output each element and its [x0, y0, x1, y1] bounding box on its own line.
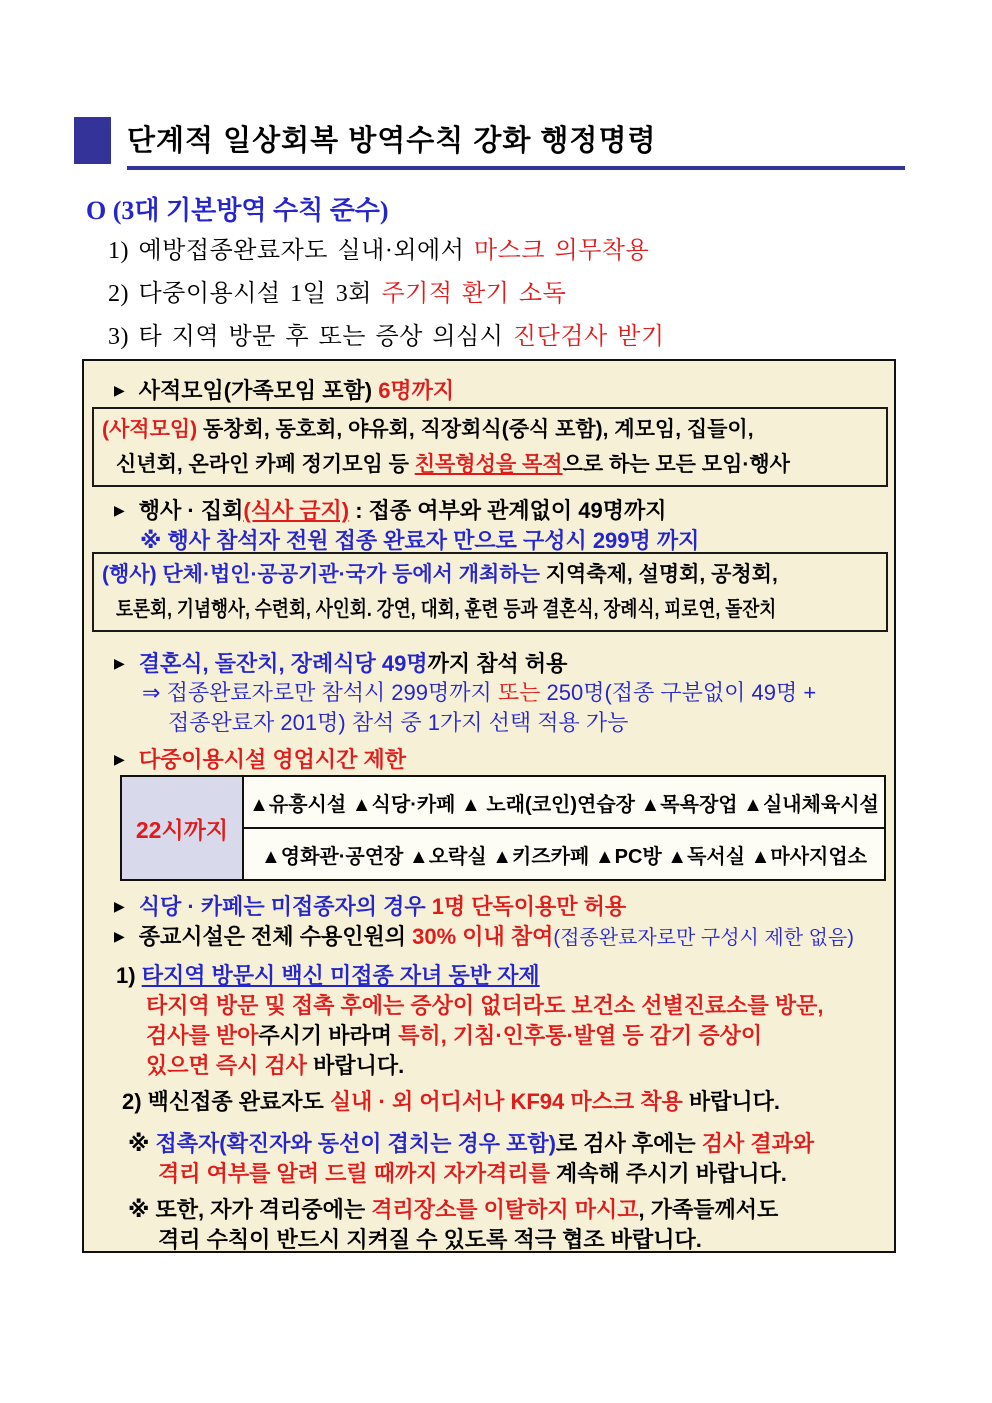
advice-2-line: 2) 백신접종 완료자도 실내 · 외 어디서나 KF94 마스크 착용 바랍니다. — [122, 1089, 780, 1114]
triangle-bullet-icon: ▶ — [114, 898, 125, 914]
section-heading: O (3대 기본방역 수칙 준수) — [86, 196, 389, 225]
triangle-bullet-icon: ▶ — [114, 382, 125, 398]
time-limit-cell: 22시까지 — [122, 777, 244, 879]
detail-line: (행사) 단체·법인·공공기관·국가 등에서 개최하는 지역축제, 설명회, 공청회, — [102, 563, 778, 586]
detail-line: 토론회, 기념행사, 수련회, 사인회. 강연, 대회, 훈련 등과 결혼식, 장례식, 피로연, 돌잔치 — [116, 598, 777, 621]
rule-number: 3) — [108, 324, 129, 350]
detail-line: (사적모임) 동창회, 동호회, 야유회, 직장회식(중식 포함), 계모임, 집들이, — [102, 418, 754, 441]
facility-row-1: ▲유흥시설 ▲식당·카페 ▲ 노래(코인)연습장 ▲목욕장업 ▲실내체육시설 — [249, 793, 879, 816]
note-1-line-1: ※ 접촉자(확진자와 동선이 겹치는 경우 포함)로 검사 후에는 검사 결과와 — [128, 1131, 815, 1156]
rule-highlight: 주기적 환기 소독 — [381, 281, 567, 307]
advice-1-line-2: 검사를 받아주시기 바라며 특히, 기침·인후통·발열 등 감기 증상이 — [146, 1023, 763, 1048]
detail-line: 신년회, 온라인 카페 정기모임 등 친목형성을 목적으로 하는 모든 모임·행사 — [116, 453, 790, 476]
advice-number: 2) — [122, 1089, 142, 1114]
bullet-hours: ▶ 다중이용시설 영업시간 제한 — [114, 747, 407, 772]
note-1-line-2: 격리 여부를 알려 드릴 때까지 자가격리를 계속해 주시기 바랍니다. — [158, 1161, 787, 1186]
advice-number: 1) — [116, 963, 136, 988]
triangle-bullet-icon: ▶ — [114, 928, 125, 944]
reference-mark-icon: ※ — [128, 1197, 150, 1222]
top-rule-1: 1) 예방접종완료자도 실내·외에서 마스크 의무착용 — [108, 238, 650, 264]
private-meeting-detail-box — [92, 407, 888, 487]
rule-highlight: 마스크 의무착용 — [473, 238, 650, 264]
bullet-event: ▶ 행사 · 집회(식사 금지) : 접종 여부와 관계없이 49명까지 — [114, 498, 667, 523]
event-note: ※ 행사 참석자 전원 접종 완료자 만으로 구성시 299명 까지 — [140, 528, 700, 553]
facility-hours-table — [120, 775, 886, 881]
facility-rows — [244, 777, 884, 879]
advice-1-title: 1) 타지역 방문시 백신 미접종 자녀 동반 자제 — [116, 963, 540, 988]
reference-mark-icon: ※ — [128, 1131, 150, 1156]
top-rule-3: 3) 타 지역 방문 후 또는 증상 의심시 진단검사 받기 — [108, 324, 665, 350]
triangle-bullet-icon: ▶ — [114, 655, 125, 671]
bullet-wedding: ▶ 결혼식, 돌잔치, 장례식당 49명까지 참석 허용 — [114, 651, 568, 676]
wedding-sub-2: 접종완료자 201명) 참석 중 1가지 선택 적용 가능 — [168, 710, 629, 735]
limit-text: 6명까지 — [378, 378, 455, 403]
title-square-icon — [74, 117, 111, 164]
event-detail-box — [92, 552, 888, 632]
triangle-bullet-icon: ▶ — [114, 502, 125, 518]
note-2-line-2: 격리 수칙이 반드시 지켜질 수 있도록 적극 협조 바랍니다. — [158, 1227, 702, 1252]
wedding-sub-1: ⇒ 접종완료자로만 참석시 299명까지 또는 250명(접종 구분없이 49명 + — [142, 680, 817, 705]
rule-highlight: 진단검사 받기 — [512, 324, 665, 350]
rule-number: 2) — [108, 281, 129, 307]
page-title-text: 단계적 일상회복 방역수칙 강화 행정명령 — [127, 125, 657, 157]
facility-row-2: ▲영화관·공연장 ▲오락실 ▲키즈카페 ▲PC방 ▲독서실 ▲마사지업소 — [244, 827, 884, 879]
advice-1-line-3: 있으면 즉시 검사 바랍니다. — [146, 1053, 405, 1078]
rule-number: 1) — [108, 238, 129, 264]
top-rule-2: 2) 다중이용시설 1일 3회 주기적 환기 소독 — [108, 281, 567, 307]
arrow-icon: ⇒ — [142, 680, 161, 705]
advice-1-line-1: 타지역 방문 및 접촉 후에는 증상이 없더라도 보건소 선별진료소를 방문, — [146, 993, 824, 1018]
note-2-line-1: ※ 또한, 자가 격리중에는 격리장소를 이탈하지 마시고, 가족들께서도 — [128, 1197, 779, 1222]
rules-box — [82, 359, 896, 1253]
bullet-private-meeting: ▶ 사적모임(가족모임 포함) 6명까지 — [114, 378, 455, 403]
bullet-religion: ▶ 종교시설은 전체 수용인원의 30% 이내 참여(접종완료자로만 구성시 제한 없음) — [114, 924, 854, 949]
triangle-bullet-icon: ▶ — [114, 751, 125, 767]
bullet-restaurant: ▶ 식당 · 카페는 미접종자의 경우 1명 단독이용만 허용 — [114, 894, 627, 919]
page-title — [127, 118, 905, 170]
no-meal-text: (식사 금지) — [243, 498, 350, 523]
